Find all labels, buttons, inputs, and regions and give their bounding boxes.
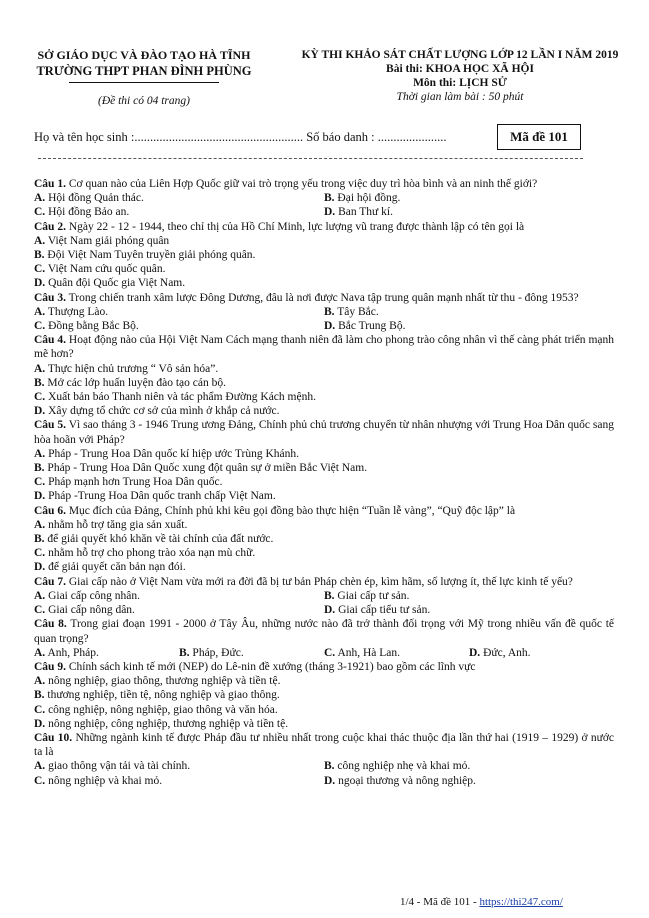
answer-options: [34, 674, 614, 731]
option-text: Đức, Anh.: [483, 646, 531, 659]
school-name: TRƯỜNG THPT PHAN ĐÌNH PHÙNG: [36, 64, 252, 78]
question-item: [34, 660, 614, 731]
answer-options: [34, 305, 614, 333]
options-row: [34, 774, 614, 788]
option-text: Việt Nam giải phóng quân: [47, 234, 170, 247]
school-underline: [69, 82, 219, 83]
option-text: Giai cấp tư sản.: [337, 589, 410, 602]
option-text: Bắc Trung Bộ.: [338, 320, 406, 333]
question-list: [34, 177, 614, 788]
answer-option[interactable]: [34, 589, 324, 603]
option-text: Pháp mạnh hơn Trung Hoa Dân quốc.: [48, 476, 223, 489]
options-row: [34, 589, 614, 603]
options-row: [34, 305, 614, 319]
answer-option[interactable]: [34, 205, 324, 219]
answer-option[interactable]: [34, 276, 614, 290]
question-item: [34, 291, 614, 334]
answer-option[interactable]: [34, 376, 614, 390]
option-text: Xuất bản báo Thanh niên và tác phẩm Đường Kách mệnh.: [48, 391, 316, 404]
header-separator: [38, 158, 583, 159]
options-row: [34, 646, 614, 660]
question-text: Ngày 22 - 12 - 1944, theo chỉ thị của Hồ Chí Minh, lực lượng vũ trang được thành lập có tên gọi là: [68, 220, 525, 233]
option-letter: B.: [324, 589, 335, 602]
option-letter: A.: [34, 518, 46, 531]
answer-option[interactable]: [324, 759, 614, 773]
option-text: Hội đồng Bảo an.: [48, 206, 130, 219]
question-text: Những ngành kinh tế được Pháp đầu tư nhiều nhất trong cuộc khai thác thuộc địa lần thứ hai (1919 – 1929) ở nước ta là: [34, 731, 615, 759]
answer-option[interactable]: [324, 774, 614, 788]
answer-option[interactable]: [34, 646, 179, 660]
option-text: công nghiệp nhẹ và khai mỏ.: [337, 760, 471, 773]
answer-option[interactable]: [34, 688, 614, 702]
option-letter: B.: [34, 689, 45, 702]
answer-option[interactable]: [34, 234, 614, 248]
exam-duration: Thời gian làm bài : 50 phút: [396, 91, 524, 103]
answer-options: [34, 759, 614, 787]
question-number: Câu 4.: [34, 334, 66, 347]
question-item: [34, 418, 614, 503]
option-letter: B.: [34, 462, 45, 475]
option-letter: D.: [34, 717, 46, 730]
answer-option[interactable]: [34, 319, 324, 333]
question-number: Câu 5.: [34, 419, 66, 432]
answer-option[interactable]: [324, 319, 614, 333]
question-stem: [34, 177, 614, 191]
answer-option[interactable]: [34, 774, 324, 788]
answer-options: [34, 447, 614, 504]
option-letter: C.: [34, 476, 46, 489]
pages-note: (Đề thi có 04 trang): [98, 95, 190, 107]
question-stem: [34, 220, 614, 234]
option-letter: C.: [34, 320, 46, 333]
answer-option[interactable]: [34, 404, 614, 418]
option-letter: A.: [34, 362, 46, 375]
answer-options: [34, 362, 614, 419]
question-text: Vì sao tháng 3 - 1946 Trung ương Đảng, Chính phủ chủ trương chuyển từ nhân nhượng với Trung Hoa Dân quốc sang hòa hoãn với Pháp?: [34, 419, 615, 446]
option-letter: D.: [324, 320, 336, 333]
question-item: [34, 575, 614, 618]
option-letter: B.: [324, 192, 335, 205]
answer-option[interactable]: [34, 532, 614, 546]
subject-name: Môn thi: LỊCH SỬ: [413, 77, 507, 89]
answer-options: [34, 589, 614, 617]
option-text: Anh, Pháp.: [47, 646, 99, 659]
option-text: nông nghiệp và khai mỏ.: [48, 774, 163, 787]
option-text: để giải quyết căn bản nạn đói.: [48, 561, 186, 574]
question-stem: [34, 660, 614, 674]
option-letter: B.: [34, 533, 45, 546]
options-row: [34, 759, 614, 773]
option-letter: D.: [324, 604, 336, 617]
question-number: Câu 9.: [34, 660, 66, 673]
option-letter: C.: [34, 206, 46, 219]
option-letter: A.: [34, 447, 46, 460]
option-letter: D.: [469, 646, 481, 659]
answer-option[interactable]: [324, 191, 614, 205]
option-letter: A.: [34, 675, 46, 688]
question-text: Giai cấp nào ở Việt Nam vừa mới ra đời đã bị tư bản Pháp chèn ép, kìm hãm, số lượng ít, thế lực kinh tế yếu?: [68, 575, 573, 588]
option-text: Giai cấp tiểu tư sản.: [338, 604, 431, 617]
option-letter: C.: [34, 604, 46, 617]
option-text: Đội Việt Nam Tuyên truyền giải phóng quân.: [47, 249, 256, 262]
option-letter: B.: [324, 305, 335, 318]
answer-option[interactable]: [324, 205, 614, 219]
question-stem: [34, 504, 614, 518]
answer-option[interactable]: [469, 646, 614, 660]
student-info-line: Họ và tên học sinh :...................................................... Số báo danh : ......................: [34, 130, 447, 144]
option-text: Pháp - Trung Hoa Dân Quốc xung đột quân sự ở miền Bắc Việt Nam.: [47, 462, 368, 475]
footer-link[interactable]: https://thi247.com/: [479, 896, 563, 908]
options-row: [34, 205, 614, 219]
answer-option[interactable]: [34, 717, 614, 731]
question-text: Trong chiến tranh xâm lược Đông Dương, đâu là nơi được Nava tập trung quân mạnh nhất từ thu - đông 1953?: [68, 291, 579, 304]
option-letter: B.: [324, 760, 335, 773]
option-letter: B.: [34, 249, 45, 262]
option-text: nhằm hỗ trợ cho phong trào xóa nạn mù chữ.: [48, 547, 256, 560]
question-stem: [34, 731, 614, 759]
question-number: Câu 6.: [34, 504, 66, 517]
options-row: [34, 319, 614, 333]
option-letter: C.: [34, 263, 46, 276]
answer-option[interactable]: [34, 362, 614, 376]
answer-options: [34, 518, 614, 575]
option-text: nhằm hỗ trợ tăng gia sản xuất.: [48, 518, 188, 531]
question-number: Câu 10.: [34, 731, 73, 744]
option-text: Giai cấp công nhân.: [48, 589, 141, 602]
option-text: nông nghiệp, giao thông, thương nghiệp và tiền tệ.: [48, 675, 281, 688]
option-letter: A.: [34, 646, 46, 659]
option-letter: C.: [34, 703, 46, 716]
option-text: Việt Nam cứu quốc quân.: [47, 263, 166, 276]
answer-option[interactable]: [34, 489, 614, 503]
question-number: Câu 3.: [34, 291, 66, 304]
answer-option[interactable]: [34, 703, 614, 717]
option-text: Anh, Hà Lan.: [337, 646, 401, 659]
answer-option[interactable]: [34, 518, 614, 532]
option-text: công nghiệp, nông nghiệp, giao thông và văn hóa.: [48, 703, 278, 716]
option-text: Đại hội đồng.: [337, 192, 401, 205]
answer-options: [34, 234, 614, 291]
question-item: [34, 220, 614, 291]
option-text: Thực hiện chủ trương “ Vô sản hóa”.: [47, 362, 219, 375]
answer-option[interactable]: [34, 262, 614, 276]
option-letter: C.: [34, 391, 46, 404]
footer-page-label: 1/4 - Mã đề 101 -: [400, 896, 480, 908]
option-text: Ban Thư kí.: [338, 206, 393, 219]
option-letter: C.: [34, 547, 46, 560]
answer-option[interactable]: [324, 589, 614, 603]
option-text: để giải quyết khó khăn về tài chính của đất nước.: [47, 533, 274, 546]
subject-group: Bài thi: KHOA HỌC XÃ HỘI: [386, 63, 534, 75]
option-letter: A.: [34, 305, 46, 318]
option-text: Xây dựng tổ chức cơ sở của mình ở khắp cả nước.: [48, 405, 280, 418]
answer-options: [34, 646, 614, 660]
page-footer: [400, 896, 563, 908]
option-letter: D.: [34, 490, 46, 503]
department-name: SỞ GIÁO DỤC VÀ ĐÀO TẠO HÀ TĨNH: [37, 48, 251, 62]
exam-code-box: Mã đề 101: [497, 124, 581, 150]
answer-option[interactable]: [34, 461, 614, 475]
option-letter: D.: [34, 561, 46, 574]
option-text: Hội đồng Quản thác.: [48, 192, 144, 205]
answer-option[interactable]: [324, 305, 614, 319]
question-number: Câu 1.: [34, 178, 66, 190]
question-item: [34, 333, 614, 418]
answer-option[interactable]: [34, 546, 614, 560]
question-item: [34, 177, 614, 220]
question-stem: [34, 575, 614, 589]
answer-option[interactable]: [324, 603, 614, 617]
option-letter: D.: [324, 774, 336, 787]
question-number: Câu 2.: [34, 220, 66, 233]
answer-option[interactable]: [34, 390, 614, 404]
option-letter: A.: [34, 234, 46, 247]
option-letter: D.: [34, 277, 46, 290]
question-item: [34, 504, 614, 575]
answer-options: [34, 191, 614, 219]
option-text: thương nghiệp, tiền tệ, nông nghiệp và giao thông.: [47, 689, 280, 702]
option-letter: C.: [34, 774, 46, 787]
option-text: Quân đội Quốc gia Việt Nam.: [48, 277, 186, 290]
question-item: [34, 731, 614, 788]
options-row: [34, 191, 614, 205]
question-stem: [34, 617, 614, 645]
option-text: Giai cấp nông dân.: [48, 604, 135, 617]
question-text: Mục đích của Đảng, Chính phủ khi kêu gọi đồng bào thực hiện “Tuần lễ vàng”, “Quỹ độc lập” là: [68, 504, 516, 517]
answer-option[interactable]: [179, 646, 324, 660]
option-text: Thượng Lào.: [47, 305, 109, 318]
header-right: [280, 48, 640, 104]
header-left: [24, 48, 264, 107]
question-text: Trong giai đoạn 1991 - 2000 ở Tây Âu, những nước nào đã trở thành đối trọng với Mỹ trong nhiều vấn đề quốc tế quan trọng?: [34, 618, 615, 645]
option-letter: B.: [179, 646, 190, 659]
option-letter: A.: [34, 192, 46, 205]
option-letter: C.: [324, 646, 336, 659]
answer-option[interactable]: [34, 674, 614, 688]
option-text: Pháp - Trung Hoa Dân quốc kí hiệp ước Trùng Khánh.: [48, 447, 299, 460]
answer-option[interactable]: [34, 305, 324, 319]
question-stem: [34, 418, 614, 446]
question-number: Câu 8.: [34, 618, 67, 631]
question-stem: [34, 291, 614, 305]
question-number: Câu 7.: [34, 575, 66, 588]
option-letter: A.: [34, 589, 46, 602]
answer-option[interactable]: [34, 248, 614, 262]
question-text: Chính sách kinh tế mới (NEP) do Lê-nin đề xướng (tháng 3-1921) bao gồm các lĩnh vực: [68, 660, 476, 673]
question-text: Hoạt động nào của Hội Việt Nam Cách mạng thanh niên đã làm cho phong trào công nhân vì thế càng phát triển mạnh mẽ hơn?: [34, 334, 615, 361]
answer-option[interactable]: [34, 603, 324, 617]
question-text: Cơ quan nào của Liên Hợp Quốc giữ vai trò trọng yếu trong việc duy trì hòa bình và an ninh thế giới?: [68, 178, 538, 190]
answer-option[interactable]: [34, 447, 614, 461]
option-letter: B.: [34, 376, 45, 389]
question-stem: [34, 333, 614, 361]
option-letter: D.: [324, 206, 336, 219]
question-item: [34, 617, 614, 660]
option-letter: A.: [34, 760, 46, 773]
option-text: ngoại thương và nông nghiệp.: [338, 774, 476, 787]
answer-option[interactable]: [34, 759, 324, 773]
option-text: Đồng bằng Bắc Bộ.: [48, 320, 139, 333]
option-text: Pháp, Đức.: [192, 646, 244, 659]
answer-option[interactable]: [34, 475, 614, 489]
option-letter: D.: [34, 405, 46, 418]
option-text: Pháp -Trung Hoa Dân quốc tranh chấp Việt Nam.: [48, 490, 276, 503]
answer-option[interactable]: [34, 560, 614, 574]
option-text: Mở các lớp huấn luyện đào tạo cán bộ.: [47, 376, 226, 389]
answer-option[interactable]: [324, 646, 469, 660]
option-text: giao thông vận tải và tài chính.: [48, 760, 191, 773]
option-text: nông nghiệp, công nghiệp, thương nghiệp và tiền tệ.: [48, 717, 289, 730]
option-text: Tây Bắc.: [337, 305, 379, 318]
exam-title: KỲ THI KHẢO SÁT CHẤT LƯỢNG LỚP 12 LẦN I NĂM 2019: [301, 49, 619, 61]
options-row: [34, 603, 614, 617]
answer-option[interactable]: [34, 191, 324, 205]
